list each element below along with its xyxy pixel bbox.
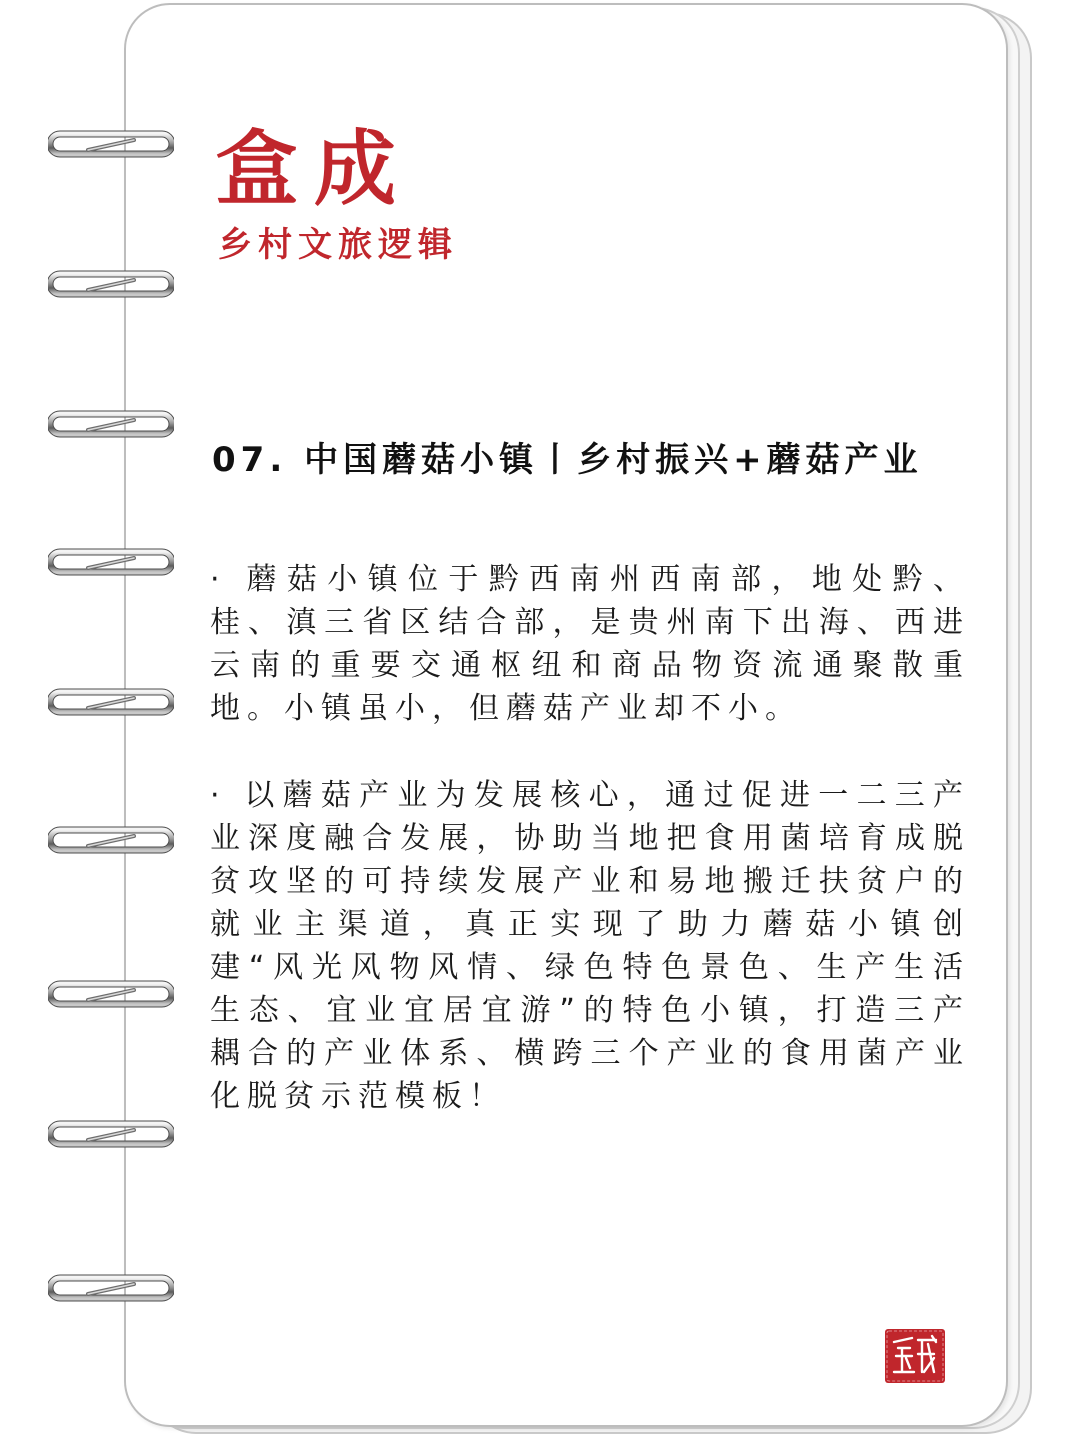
binder-ring-icon [48, 824, 174, 856]
article-heading: 07. 中国蘑菇小镇丨乡村振兴+蘑菇产业 [212, 440, 923, 480]
article-paragraph-1: · 蘑菇小镇位于黔西南州西南部，地处黔、桂、滇三省区结合部，是贵州南下出海、西进云南的重要交通枢纽和商品物资流通聚散重地。小镇虽小，但蘑菇产业却不小。 [210, 562, 970, 726]
binder-ring-icon [48, 268, 174, 300]
brand-title: 盒成 [216, 121, 413, 217]
binder-ring-icon [48, 1118, 174, 1150]
binder-ring-icon [48, 978, 174, 1010]
article-paragraph-2: · 以蘑菇产业为发展核心，通过促进一二三产业深度融合发展，协助当地把食用菌培育成脱贫攻坚的可持续发展产业和易地搬迁扶贫户的就业主渠道，真正实现了助力蘑菇小镇创建“风光风物风情、绿色特色景色、生产生活生态、宜业宜居宜游”的特色小镇，打造三产耦合的产业体系、横跨三个产业的食用菌产业化脱贫示范模板！ [210, 778, 970, 1114]
binder-ring-icon [48, 686, 174, 718]
binder-ring-icon [48, 546, 174, 578]
brand-subtitle: 乡村文旅逻辑 [218, 225, 458, 265]
binder-ring-icon [48, 408, 174, 440]
seal-stamp-icon [884, 1328, 946, 1384]
binder-ring-icon [48, 128, 174, 160]
binder-ring-icon [48, 1272, 174, 1304]
